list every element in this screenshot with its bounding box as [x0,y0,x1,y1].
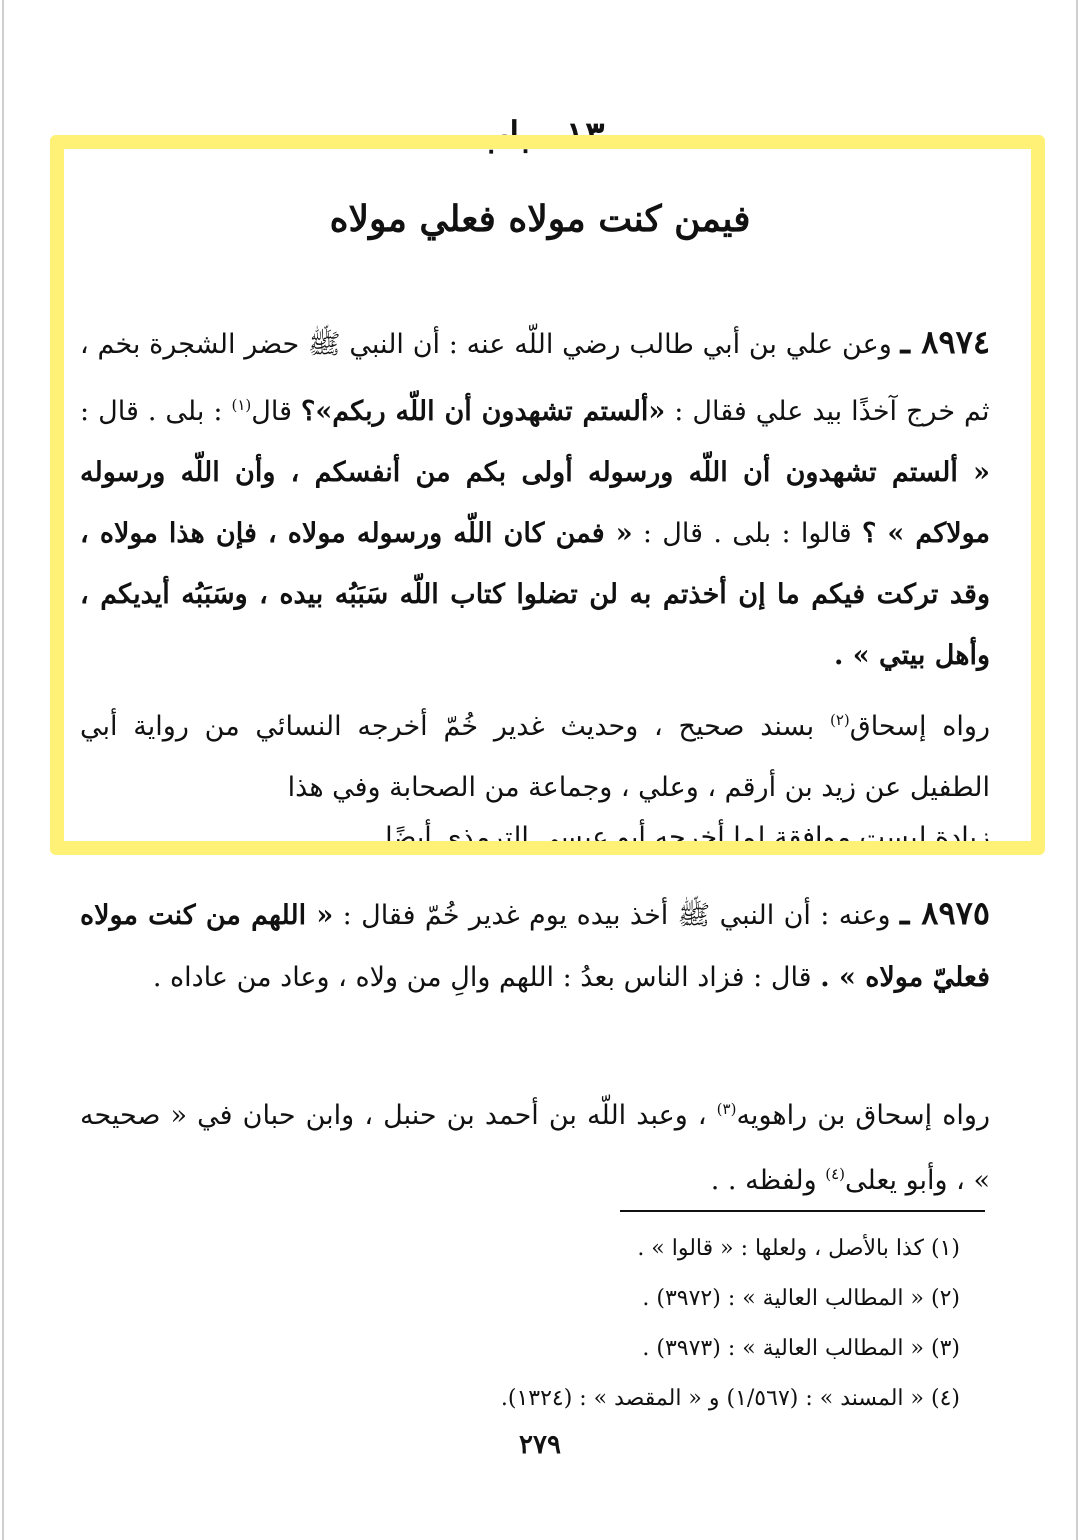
quote: « اللهم من كنت مولاه فعليّ مولاه » . [80,900,990,993]
footnotes [80,1230,960,1430]
note-text: رواه إسحاق بن راهويه [736,1100,990,1131]
footnote-1: (١) كذا بالأصل ، ولعلها : « قالوا » . [637,1236,960,1261]
footnote-2: (٢) « المطالب العالية » : (٣٩٧٢) . [642,1286,960,1311]
hadith-rest: قال : فزاد الناس بعدُ : اللهم والِ من ولاه ، وعاد من عاداه . [152,962,812,993]
takhrij-8975 [80,1080,990,1210]
footnote-divider [620,1210,985,1212]
footnote-ref-2: (٢) [829,711,850,729]
footnote-3: (٣) « المطالب العالية » : (٣٩٧٣) . [642,1336,960,1361]
hadith-intro: وعن علي بن أبي طالب رضي اللّه عنه : أن النبي ﷺ حضر الشجرة بخم ، ثم خرج آخذًا بيد علي فقال : [80,329,990,427]
chapter-heading: ١٣ ـ باب [475,114,605,156]
footnote-ref-4: (٤) [825,1165,846,1183]
hadith-intro: وعنه : أن النبي ﷺ أخذ بيده يوم غدير خُمّ فقال : [333,900,891,931]
cut-text: زيادة ليست موافقة لما أخرجه أبو عيسى الترمذي أيضًا [385,822,990,853]
takhrij-8974 [80,690,990,812]
reply-2: قالوا : بلى . قال : [632,518,852,549]
hadith-number: ٨٩٧٤ ـ [900,323,990,361]
note-text-end: ولفظه . . [710,1165,817,1196]
note-text: رواه إسحاق [849,711,990,742]
footnote-ref-3: (٣) [716,1100,737,1118]
page-number: ٢٧٩ [519,1430,561,1460]
said-text: قال [251,396,293,427]
hadith-8975 [80,882,990,1009]
hadith-number: ٨٩٧٥ ـ [899,894,991,932]
page-title: فيمن كنت مولاه فعلي مولاه [329,198,751,240]
quote-2: « ألستم تشهدون أن اللّه ورسوله أولى بكم من أنفسكم ، وأن اللّه ورسوله مولاكم » ؟ [80,457,991,549]
quote-3: « فمن كان اللّه ورسوله مولاه ، فإن هذا مولاه ، وقد تركت فيكم ما إن أخذتم به لن تضلوا كتاب اللّه سَبَبُه بيده ، وسَبَبُه أيديكم ، وأهل بيتي » . [80,518,990,671]
chapter-heading-clip [40,114,1040,156]
footnote-ref-1: (١) [231,396,252,414]
footnote-4: (٤) « المسند » : (١/٥٦٧) و « المقصد » : (١٣٢٤). [500,1386,960,1411]
note-text-cont: بسند صحيح ، وحديث غدير خُمّ أخرجه النسائي من رواية أبي الطفيل عن زيد بن أرقم ، وعلي ، وجماعة من الصحابة وفي هذا [80,711,990,803]
hadith-8974 [80,312,990,686]
partially-hidden-line [80,812,990,853]
reply-1: : بلى . قال : [80,396,223,427]
note-text-cont: ، وعبد اللّه بن أحمد بن حنبل ، وابن حبان في « صحيحه » ، وأبو يعلى [80,1100,990,1196]
quote-1: «ألستم تشهدون أن اللّه ربكم»؟ [301,396,666,427]
